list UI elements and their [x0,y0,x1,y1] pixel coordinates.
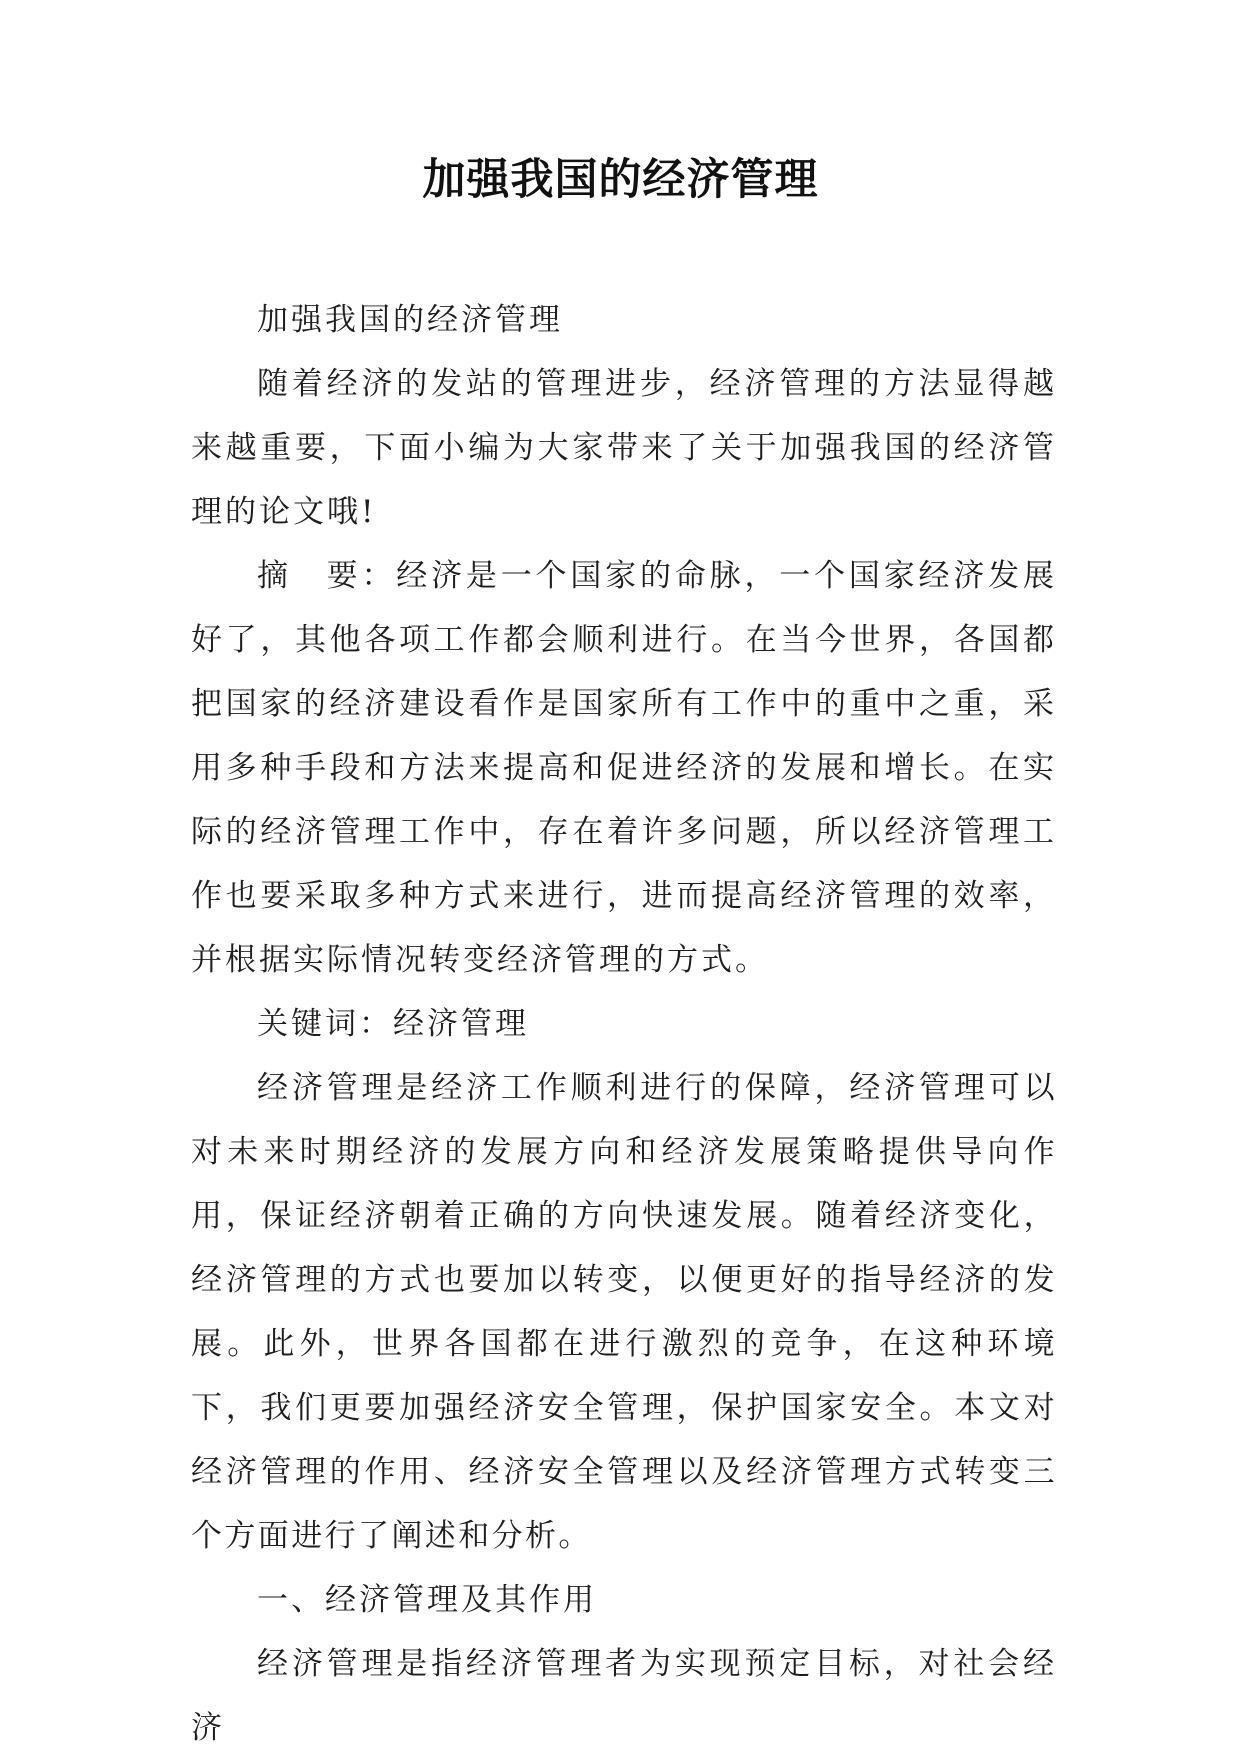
paragraph-heading-repeat: 加强我国的经济管理 [257,302,563,338]
document-body [191,288,1057,1760]
paragraph-intro: 随着经济的发站的管理进步，经济管理的方法显得越来越重要，下面小编为大家带来了关于加强我国的经济管理的论文哦! [191,366,1057,530]
paragraph-body: 经济管理是经济工作顺利进行的保障，经济管理可以对未来时期经济的发展方向和经济发展策略提供导向作用，保证经济朝着正确的方向快速发展。随着经济变化，经济管理的方式也要加以转变，以便更好的指导经济的发展。此外，世界各国都在进行激烈的竞争，在这种环境下，我们更要加强经济安全管理，保护国家安全。本文对经济管理的作用、经济安全管理以及经济管理方式转变三个方面进行了阐述和分析。 [191,1070,1057,1554]
section-heading-1: 一、经济管理及其作用 [257,1582,597,1618]
paragraph-section-1: 经济管理是指经济管理者为实现预定目标，对社会经济 [191,1646,1057,1746]
paragraph-keywords: 关键词：经济管理 [257,1006,529,1042]
paragraph-abstract: 摘 要：经济是一个国家的命脉，一个国家经济发展好了，其他各项工作都会顺利进行。在当今世界，各国都把国家的经济建设看作是国家所有工作中的重中之重，采用多种手段和方法来提高和促进经济的发展和增长。在实际的经济管理工作中，存在着许多问题，所以经济管理工作也要采取多种方式来进行，进而提高经济管理的效率，并根据实际情况转变经济管理的方式。 [191,558,1057,978]
document-title: 加强我国的经济管理 [422,155,819,205]
